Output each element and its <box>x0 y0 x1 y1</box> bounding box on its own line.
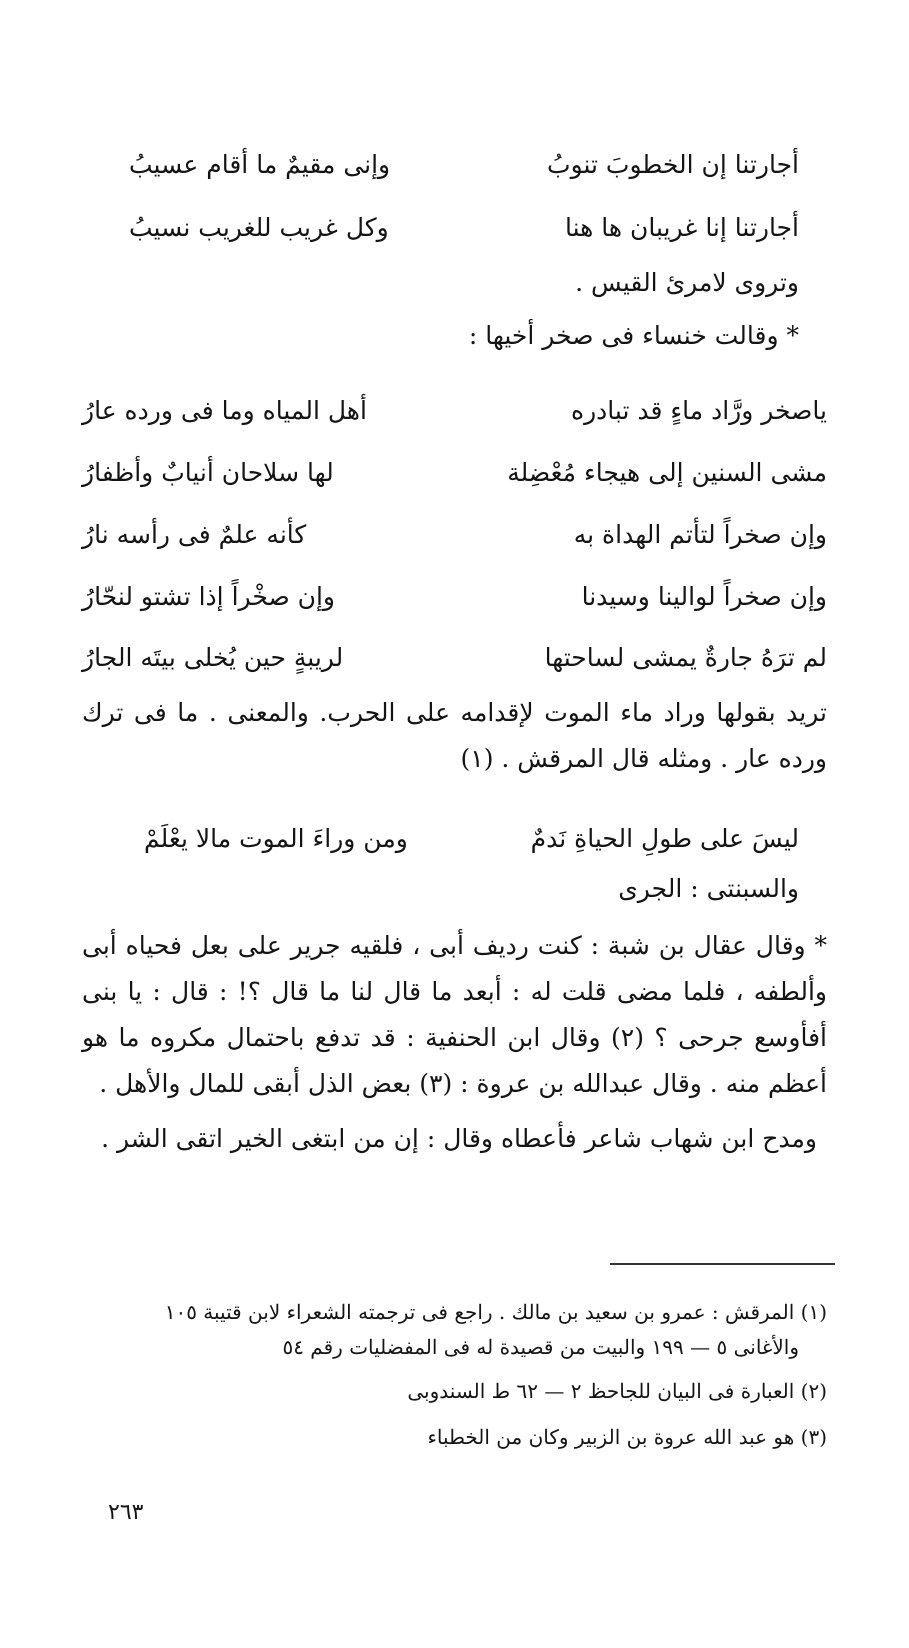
verse-first-hemistich: وإن صخراً لوالينا وسيدنا <box>581 582 827 611</box>
explanation-paragraph: تريد بقولها وراد ماء الموت لإقدامه على الحرب. والمعنى . ما فى ترك ورده عار . ومثله قال المرقش . (١) <box>82 698 827 773</box>
verse-line <box>144 822 799 856</box>
verse-second-hemistich: لها سلاحان أنيابٌ وأظفارُ <box>82 458 334 487</box>
footnote-1-continued: والأغانى ٥ — ١٩٩ والبيت من قصيدة له فى المفضليات رقم ٥٤ <box>282 1335 799 1359</box>
verse-line <box>129 211 799 245</box>
verse-line <box>82 456 827 490</box>
verse-second-hemistich: لريبةٍ حين يُخلى بيتَه الجارُ <box>82 643 344 672</box>
verse-first-hemistich: لم ترَهُ جارةٌ يمشى لساحتها <box>544 643 827 672</box>
aqqal-paragraph: * وقال عقال بن شبة : كنت رديف أبى ، فلقيه جرير على بعل فحياه أبى وألطفه ، فلما مضى قلت له : أبعد ما قال لنا ما قال ؟! : قال : يا بنى أفأوسع جرحى ؟ (٢) وقال ابن الحنفية : قد تدفع باحتمال مكروه ما هو أعظم منه . وقال عبدالله بن عروة : (٣) بعض الذل أبقى للمال والأهل . <box>82 931 827 1098</box>
ibn-shihab-line: ومدح ابن شهاب شاعر فأعطاه وقال : إن من ابتغى الخير اتقى الشر . <box>101 1124 817 1153</box>
footnote-divider <box>610 1263 835 1265</box>
verse-line <box>82 394 827 428</box>
khansa-intro: * وقالت خنساء فى صخر أخيها : <box>468 321 799 350</box>
verse-second-hemistich: وإنى مقيمٌ ما أقام عسيبُ <box>129 150 391 179</box>
verse-line <box>82 580 827 614</box>
verse-first-hemistich: وإن صخراً لتأتم الهداة به <box>573 520 827 549</box>
verse-first-hemistich: ياصخر ورَّاد ماءٍ قد تبادره <box>570 396 827 425</box>
page-number: ٢٦٣ <box>108 1500 144 1525</box>
verse-second-hemistich: ومن وراءَ الموت مالا يعْلَمْ <box>144 824 408 853</box>
attribution-line: وتروى لامرئ القيس . <box>575 268 799 297</box>
verse-line <box>82 641 827 675</box>
footnote-2: (٢) العبارة فى البيان للجاحظ ٢ — ٦٢ ط السندوبى <box>407 1379 827 1403</box>
verse-first-hemistich: ليسَ على طولِ الحياةِ نَدمٌ <box>530 824 799 853</box>
verse-first-hemistich: أجارتنا إن الخطوبَ تنوبُ <box>547 150 799 179</box>
verse-first-hemistich: مشى السنين إلى هيجاء مُعْضِلة <box>507 458 827 487</box>
verse-line <box>129 148 799 182</box>
footnote-1: (١) المرقش : عمرو بن سعيد بن مالك . راجع فى ترجمته الشعراء لابن قتيبة ١٠٥ <box>164 1300 827 1324</box>
verse-second-hemistich: أهل المياه وما فى ورده عارُ <box>82 396 367 425</box>
gloss-line: والسبنتى : الجرى <box>618 874 799 903</box>
verse-first-hemistich: أجارتنا إنا غريبان ها هنا <box>564 213 799 242</box>
verse-second-hemistich: وكل غريب للغريب نسيبُ <box>129 213 389 242</box>
verse-line <box>82 518 827 552</box>
verse-second-hemistich: وإن صخْراً إذا تشتو لنحّارُ <box>82 582 336 611</box>
footnote-3: (٣) هو عبد الله عروة بن الزبير وكان من الخطباء <box>427 1425 827 1449</box>
verse-second-hemistich: كأنه علمٌ فى رأسه نارُ <box>82 520 307 549</box>
